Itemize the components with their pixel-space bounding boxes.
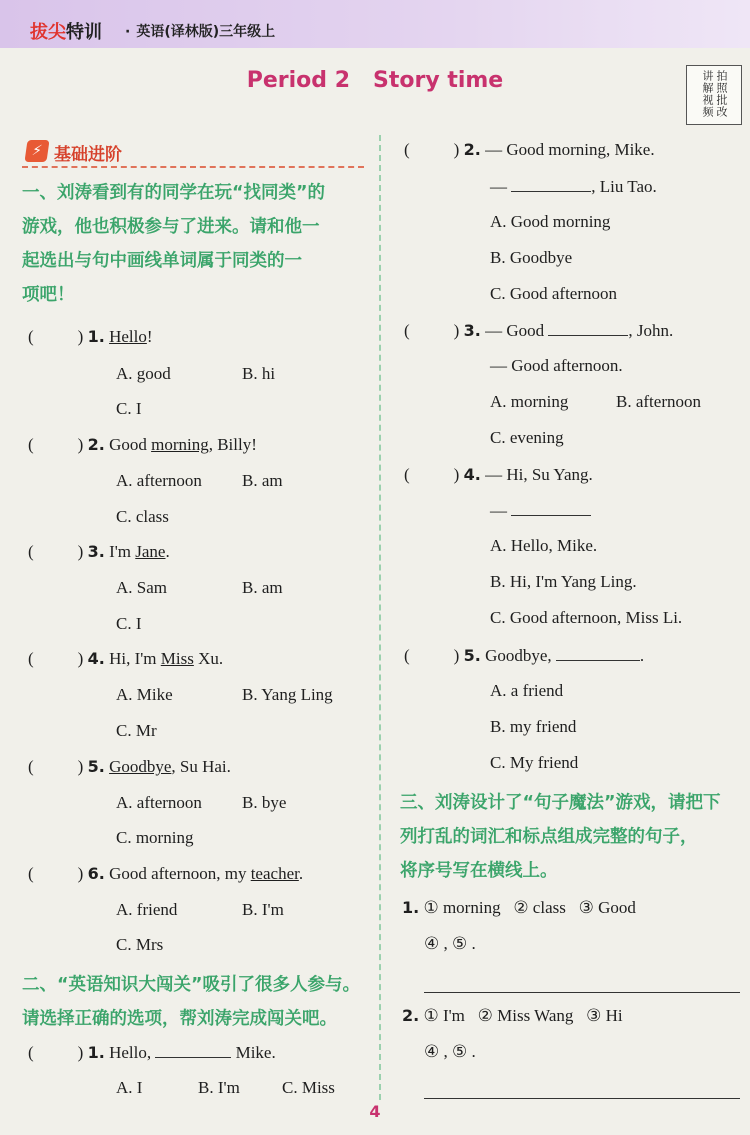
- instr-line: 将序号写在横线上。: [400, 861, 558, 881]
- question-1-3: [28, 542, 170, 562]
- question-1-4: [28, 649, 223, 669]
- option-b[interactable]: B. Hi, I'm Yang Ling.: [490, 572, 637, 591]
- option-a[interactable]: A. good: [116, 364, 171, 383]
- instr-line: 二、“英语知识大闯关”吸引了很多人参与。: [22, 975, 361, 995]
- q-underlined: Hello: [109, 327, 147, 346]
- q-text: — Hi, Su Yang.: [485, 465, 593, 484]
- q-text-pre: I'm: [109, 542, 136, 561]
- instr-line: 列打乱的词汇和标点组成完整的句子，: [400, 827, 698, 847]
- answer-blank[interactable]: [511, 176, 591, 192]
- option-b[interactable]: B. Goodbye: [490, 248, 573, 267]
- q-text-pre: Hello,: [109, 1043, 152, 1062]
- paren-right: ): [77, 757, 84, 776]
- qr-label-box[interactable]: [686, 65, 742, 125]
- option-a[interactable]: A. friend: [116, 900, 178, 919]
- paren-right: ): [77, 327, 84, 346]
- q-text-post: Xu.: [193, 649, 224, 668]
- q-text-pre: Good afternoon, my: [109, 864, 251, 883]
- question-number: 2.: [402, 1006, 420, 1025]
- paren-left: (: [404, 646, 410, 665]
- runner-icon: ⚡: [24, 140, 49, 162]
- option-b[interactable]: B. I'm: [242, 900, 284, 919]
- question-2-2: [404, 140, 655, 160]
- q-text-post: , Liu Tao.: [591, 177, 657, 196]
- paren-right: ): [453, 646, 460, 665]
- paren-left: (: [404, 465, 410, 484]
- q-underlined: morning: [151, 435, 209, 454]
- question-3-1: [402, 898, 636, 918]
- question-2-5: [404, 645, 644, 666]
- dash: —: [490, 177, 507, 196]
- option-b[interactable]: B. am: [242, 578, 283, 597]
- qr-label-video: 讲解视频: [701, 70, 714, 118]
- instr-line: 起选出与句中画线单词属于同类的一: [22, 251, 302, 271]
- option-b[interactable]: B. am: [242, 471, 283, 490]
- page-title: Period 2 Story time: [246, 68, 504, 93]
- question-2-3-line2: — Good afternoon.: [490, 356, 623, 375]
- question-number: 1.: [402, 898, 420, 917]
- answer-blank[interactable]: [511, 500, 591, 516]
- q-text-post: , Billy!: [208, 435, 257, 454]
- option-a[interactable]: A. I: [116, 1078, 143, 1097]
- paren-right: ): [77, 435, 84, 454]
- q-underlined: Goodbye: [109, 757, 172, 776]
- question-number: 3.: [463, 321, 481, 340]
- q-underlined: Jane: [135, 542, 166, 561]
- question-1-1: [28, 327, 153, 347]
- option-c[interactable]: C. I: [116, 399, 142, 418]
- q-text-post: .: [639, 646, 645, 665]
- scrambled-words: ① morning ② class ③ Good: [423, 898, 636, 917]
- brand-red: 拔尖: [30, 22, 66, 43]
- scrambled-words: ① I'm ② Miss Wang ③ Hi: [423, 1006, 623, 1025]
- paren-left: (: [28, 864, 34, 883]
- paren-right: ): [453, 140, 460, 159]
- question-2-2-line2: [490, 176, 657, 197]
- option-b[interactable]: B. Yang Ling: [242, 685, 333, 704]
- page-number: 4: [369, 1102, 381, 1121]
- question-1-6: [28, 864, 303, 884]
- q-text-post: .: [165, 542, 170, 561]
- paren-left: (: [28, 1043, 34, 1062]
- option-b[interactable]: B. hi: [242, 364, 276, 383]
- question-number: 6.: [87, 864, 105, 883]
- option-c[interactable]: C. Good afternoon: [490, 284, 618, 303]
- option-c[interactable]: C. My friend: [490, 753, 579, 772]
- option-b[interactable]: B. bye: [242, 793, 287, 812]
- question-number: 4.: [463, 465, 481, 484]
- q-text-pre: — Good: [485, 321, 545, 340]
- question-2-3: [404, 320, 673, 341]
- option-c[interactable]: C. evening: [490, 428, 564, 447]
- q-text-post: Mike.: [235, 1043, 276, 1062]
- option-a[interactable]: A. Sam: [116, 578, 167, 597]
- paren-right: ): [77, 542, 84, 561]
- paren-left: (: [404, 140, 410, 159]
- brand-logo: [30, 18, 102, 44]
- instr-line: 一、刘涛看到有的同学在玩“找同类”的: [22, 183, 326, 203]
- paren-right: ): [77, 649, 84, 668]
- q-text-pre: Good: [109, 435, 152, 454]
- paren-left: (: [28, 542, 34, 561]
- option-c[interactable]: C. I: [116, 614, 142, 633]
- part3-instructions: [400, 786, 750, 888]
- question-number: 1.: [87, 327, 105, 346]
- instr-line: 游戏，他也积极参与了进来。请和他一: [22, 217, 320, 237]
- paren-left: (: [28, 757, 34, 776]
- question-number: 3.: [87, 542, 105, 561]
- q-text-pre: Hi, I'm: [109, 649, 161, 668]
- option-a[interactable]: A. afternoon: [116, 471, 202, 490]
- option-c[interactable]: C. Miss: [282, 1078, 335, 1097]
- brand-black: 特训: [66, 22, 102, 43]
- header-bar: [0, 0, 750, 48]
- paren-right: ): [77, 864, 84, 883]
- q-underlined: Miss: [160, 649, 194, 668]
- q-text: — Good morning, Mike.: [485, 140, 655, 159]
- question-number: 5.: [463, 646, 481, 665]
- instr-line: 项吧！: [22, 285, 75, 305]
- question-number: 4.: [87, 649, 105, 668]
- paren-left: (: [28, 649, 34, 668]
- option-c[interactable]: C. Good afternoon, Miss Li.: [490, 608, 683, 627]
- question-number: 2.: [463, 140, 481, 159]
- answer-blank[interactable]: [155, 1042, 231, 1058]
- part2-instructions: [22, 968, 382, 1036]
- question-number: 5.: [87, 757, 105, 776]
- q-text-post: , John.: [628, 321, 674, 340]
- instr-line: 三、刘涛设计了“句子魔法”游戏，请把下: [400, 793, 721, 813]
- paren-left: (: [28, 435, 34, 454]
- header-dot: ·: [125, 24, 131, 40]
- answer-blank[interactable]: [556, 645, 640, 661]
- option-b[interactable]: B. afternoon: [616, 392, 701, 411]
- question-1-5: [28, 757, 231, 777]
- question-1-2: [28, 435, 257, 455]
- question-number: 1.: [87, 1043, 105, 1062]
- q-underlined: teacher: [250, 864, 299, 883]
- part1-instructions: [22, 176, 372, 312]
- answer-line[interactable]: [424, 1098, 740, 1099]
- question-3-2-line2: ④ , ⑤ .: [424, 1042, 476, 1061]
- paren-left: (: [28, 327, 34, 346]
- option-a[interactable]: A. Good morning: [490, 212, 611, 231]
- question-number: 2.: [87, 435, 105, 454]
- question-2-1: [28, 1042, 276, 1063]
- q-text-post: , Su Hai.: [171, 757, 231, 776]
- q-text-post: .: [298, 864, 304, 883]
- q-text-pre: Goodbye,: [485, 646, 552, 665]
- section-tag: [22, 138, 364, 168]
- question-3-2: [402, 1006, 623, 1026]
- question-2-4: [404, 465, 593, 485]
- answer-line[interactable]: [424, 992, 740, 993]
- paren-left: (: [404, 321, 410, 340]
- option-a[interactable]: A. Hello, Mike.: [490, 536, 598, 555]
- paren-right: ): [453, 321, 460, 340]
- option-b[interactable]: B. I'm: [198, 1078, 240, 1097]
- question-2-4-line2: [490, 500, 591, 521]
- answer-blank[interactable]: [548, 320, 628, 336]
- option-a[interactable]: A. afternoon: [116, 793, 202, 812]
- dash: —: [490, 501, 507, 520]
- instr-line: 请选择正确的选项，帮刘涛完成闯关吧。: [22, 1009, 337, 1029]
- option-a[interactable]: A. morning: [490, 392, 569, 411]
- subject-label: [125, 21, 275, 41]
- option-b[interactable]: B. my friend: [490, 717, 577, 736]
- column-divider: [379, 135, 381, 1100]
- paren-right: ): [453, 465, 460, 484]
- q-text-post: !: [146, 327, 153, 346]
- section-tag-text: 基础进阶: [54, 145, 122, 165]
- option-c[interactable]: C. Mrs: [116, 935, 164, 954]
- subject-text: 英语(译林版)三年级上: [136, 24, 276, 40]
- paren-right: ): [77, 1043, 84, 1062]
- option-a[interactable]: A. a friend: [490, 681, 564, 700]
- option-c[interactable]: C. Mr: [116, 721, 157, 740]
- option-c[interactable]: C. class: [116, 507, 169, 526]
- option-a[interactable]: A. Mike: [116, 685, 173, 704]
- qr-label-photo-grading: 拍照批改: [715, 70, 728, 118]
- option-c[interactable]: C. morning: [116, 828, 194, 847]
- question-3-1-line2: ④ , ⑤ .: [424, 934, 476, 953]
